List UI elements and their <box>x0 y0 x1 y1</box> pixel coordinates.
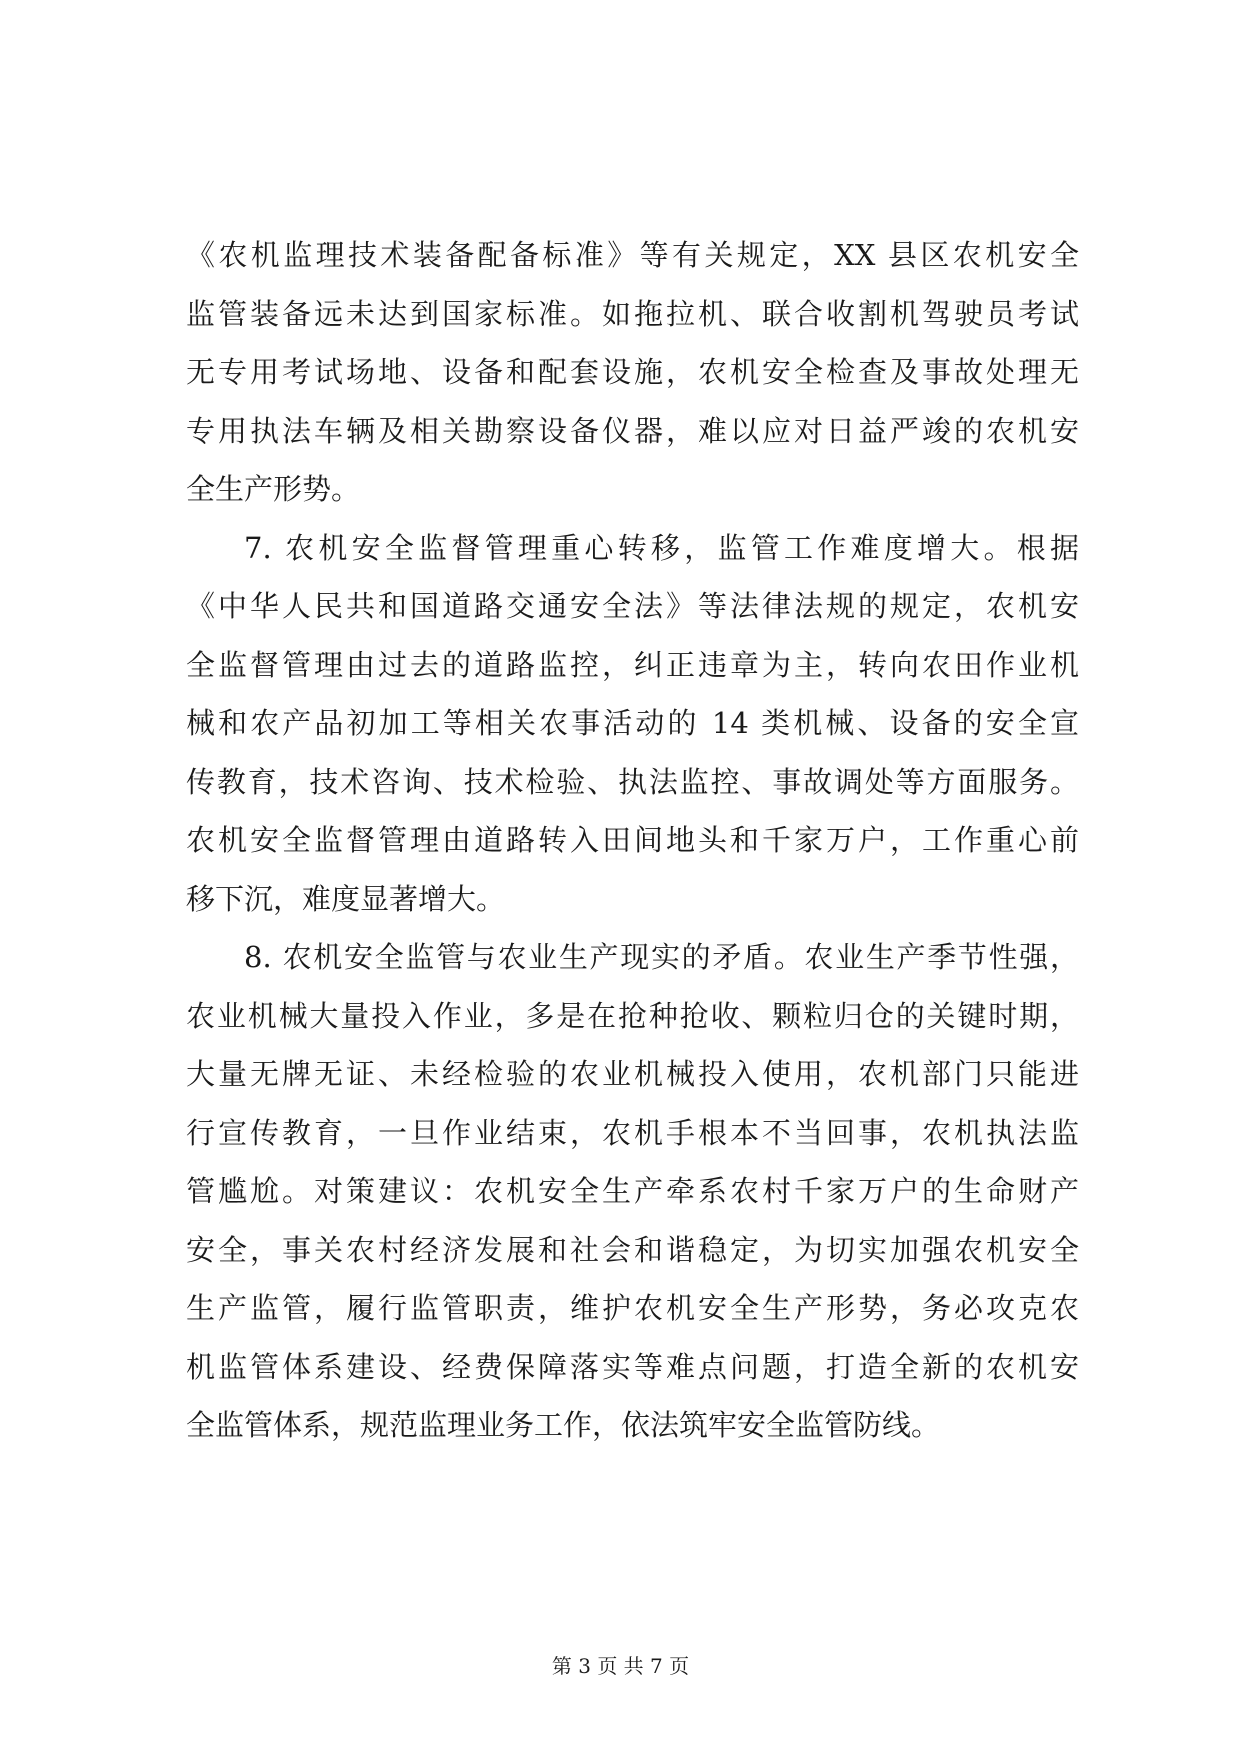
text-line: 全监管体系，规范监理业务工作，依法筑牢安全监管防线。 <box>186 1408 941 1442</box>
text-line: 8. 农机安全监管与农业生产现实的矛盾。农业生产季节性强， <box>244 940 1079 974</box>
page-footer <box>0 1652 1241 1680</box>
text-line: 无专用考试场地、设备和配套设施，农机安全检查及事故处理无 <box>186 355 1079 389</box>
text-line: 全生产形势。 <box>186 472 361 506</box>
text-line: 专用执法车辆及相关勘察设备仪器，难以应对日益严竣的农机安 <box>186 413 1079 448</box>
text-line: 生产监管，履行监管职责，维护农机安全生产形势，务必攻克农 <box>186 1291 1079 1325</box>
text-line: 管尴尬。对策建议：农机安全生产牵系农村千家万户的生命财产 <box>186 1174 1079 1208</box>
text-line: 监管装备远未达到国家标准。如拖拉机、联合收割机驾驶员考试 <box>186 296 1079 331</box>
text-line: 大量无牌无证、未经检验的农业机械投入使用，农机部门只能进 <box>186 1057 1079 1091</box>
text-line: 机监管体系建设、经费保障落实等难点问题，打造全新的农机安 <box>186 1349 1079 1384</box>
text-line: 安全，事关农村经济发展和社会和谐稳定，为切实加强农机安全 <box>186 1232 1079 1267</box>
text-line: 农机安全监督管理由道路转入田间地头和千家万户，工作重心前 <box>186 823 1079 857</box>
body-text <box>186 226 1079 1455</box>
text-line: 行宣传教育，一旦作业结束，农机手根本不当回事，农机执法监 <box>186 1115 1079 1150</box>
text-line: 传教育，技术咨询、技术检验、执法监控、事故调处等方面服务。 <box>186 764 1079 799</box>
text-line: 《中华人民共和国道路交通安全法》等法律法规的规定，农机安 <box>186 589 1079 623</box>
text-line: 农业机械大量投入作业，多是在抢种抢收、颗粒归仓的关键时期， <box>186 998 1079 1033</box>
text-line: 《农机监理技术装备配备标准》等有关规定，XX 县区农机安全 <box>186 238 1079 272</box>
text-line: 全监督管理由过去的道路监控，纠正违章为主，转向农田作业机 <box>186 647 1079 682</box>
text-line: 7. 农机安全监督管理重心转移，监管工作难度增大。根据 <box>244 530 1079 565</box>
page-number: 第 3 页 共 7 页 <box>551 1654 690 1678</box>
text-line: 械和农产品初加工等相关农事活动的 14 类机械、设备的安全宣 <box>186 706 1079 740</box>
text-line: 移下沉，难度显著增大。 <box>186 881 506 916</box>
